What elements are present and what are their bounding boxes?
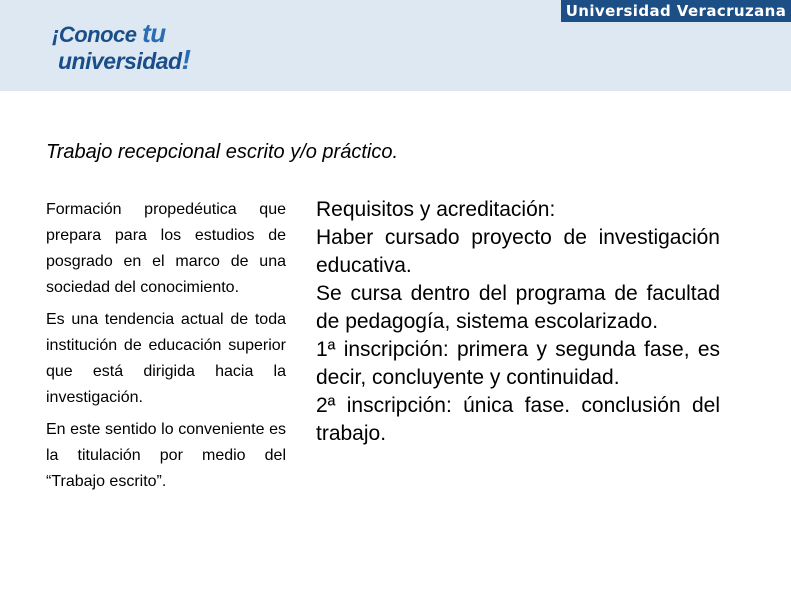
left-paragraph: Formación propedéutica que prepara para los estudios de posgrado en el marco de una sociedad del conocimiento. xyxy=(46,201,286,296)
left-paragraph: Es una tendencia actual de toda institución de educación superior que está dirigida hacia la investigación. xyxy=(46,311,286,406)
logo-text-tu: tu xyxy=(142,18,166,48)
header-band xyxy=(0,0,791,91)
logo-line-2 xyxy=(58,44,190,76)
right-paragraph: Se cursa dentro del programa de facultad de pedagogía, sistema escolarizado. xyxy=(316,282,720,333)
logo-text-universidad: universidad xyxy=(58,48,182,74)
left-column xyxy=(46,197,286,501)
conoce-tu-universidad-logo xyxy=(52,14,202,74)
left-paragraph: En este sentido lo conveniente es la titulación por medio del “Trabajo escrito”. xyxy=(46,421,286,490)
slide-subtitle: Trabajo recepcional escrito y/o práctico. xyxy=(46,141,399,163)
right-paragraph: 2ª inscripción: única fase. conclusión del trabajo. xyxy=(316,394,720,445)
logo-text-bang: ! xyxy=(181,44,191,75)
right-column xyxy=(316,196,720,448)
right-paragraph: 1ª inscripción: primera y segunda fase, es decir, concluyente y continuidad. xyxy=(316,338,720,389)
institution-banner: Universidad Veracruzana xyxy=(561,0,791,22)
logo-text-conoce: ¡Conoce xyxy=(52,22,143,47)
right-paragraph: Haber cursado proyecto de investigación educativa. xyxy=(316,226,720,277)
right-paragraph: Requisitos y acreditación: xyxy=(316,198,556,221)
